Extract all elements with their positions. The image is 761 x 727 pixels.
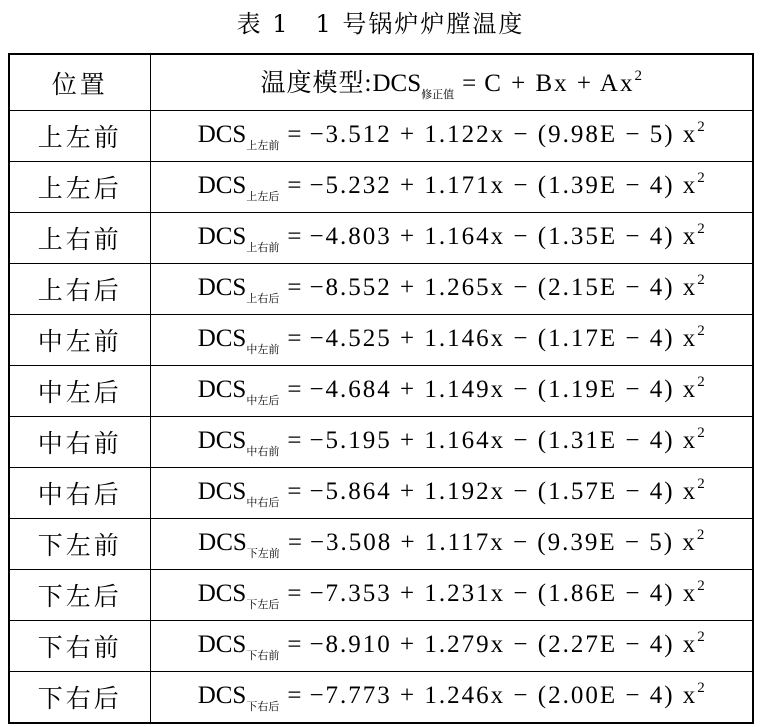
formula-expression: −7.353 + 1.231x − (1.86E − 4) x — [309, 580, 698, 607]
formula-superscript: 2 — [697, 119, 705, 135]
table-row — [9, 264, 753, 315]
row-position: 下右后 — [9, 672, 150, 724]
table-row — [9, 519, 753, 570]
formula-expression: −3.512 + 1.122x − (9.98E − 5) x — [309, 121, 698, 148]
row-position: 上左前 — [9, 111, 150, 162]
formula-lhs: DCS — [197, 376, 247, 403]
header-model-superscript: 2 — [634, 68, 642, 84]
table-row — [9, 468, 753, 519]
row-formula — [150, 570, 753, 621]
formula-equals: = — [287, 427, 302, 454]
formula-equals: = — [287, 580, 302, 607]
table-row — [9, 570, 753, 621]
row-position: 中右前 — [9, 417, 150, 468]
row-formula — [150, 213, 753, 264]
formula-lhs: DCS — [198, 529, 247, 556]
formula-superscript: 2 — [697, 629, 705, 645]
formula-subscript: 中左前 — [246, 343, 280, 356]
formula-expression: −8.910 + 1.279x − (2.27E − 4) x — [309, 631, 698, 658]
row-formula — [150, 621, 753, 672]
row-formula — [150, 417, 753, 468]
header-model-equals: = — [462, 70, 477, 97]
formula-expression: −5.195 + 1.164x − (1.31E − 4) x — [309, 427, 698, 454]
formula-expression: −8.552 + 1.265x − (2.15E − 4) x — [309, 274, 698, 301]
row-position: 上右后 — [9, 264, 150, 315]
table-row — [9, 417, 753, 468]
table-row — [9, 672, 753, 724]
header-position: 位置 — [9, 54, 150, 111]
row-position: 下右前 — [9, 621, 150, 672]
header-model-dcs: DCS — [372, 70, 422, 97]
header-model-label: 温度模型: — [260, 70, 373, 97]
formula-superscript: 2 — [697, 323, 705, 339]
formula-lhs: DCS — [197, 274, 247, 301]
formula-expression: −3.508 + 1.117x − (9.39E − 5) x — [309, 529, 697, 556]
formula-equals: = — [287, 478, 302, 505]
row-formula — [150, 519, 753, 570]
formula-superscript: 2 — [697, 578, 705, 594]
row-position: 中左前 — [9, 315, 150, 366]
formula-subscript: 上左后 — [246, 190, 280, 203]
table-row — [9, 621, 753, 672]
temperature-table — [8, 53, 754, 724]
formula-subscript: 下左前 — [246, 547, 280, 560]
formula-expression: −4.525 + 1.146x − (1.17E − 4) x — [309, 325, 698, 352]
formula-subscript: 上右前 — [246, 241, 280, 254]
formula-expression: −5.864 + 1.192x − (1.57E − 4) x — [309, 478, 698, 505]
formula-subscript: 下右后 — [246, 700, 280, 713]
formula-lhs: DCS — [197, 172, 247, 199]
formula-equals: = — [287, 172, 302, 199]
formula-equals: = — [287, 223, 302, 250]
formula-equals: = — [287, 376, 302, 403]
header-model-subscript: 修正值 — [421, 88, 455, 101]
row-formula — [150, 162, 753, 213]
formula-lhs: DCS — [197, 478, 247, 505]
row-position: 下左后 — [9, 570, 150, 621]
table-row — [9, 213, 753, 264]
row-position: 上左后 — [9, 162, 150, 213]
formula-subscript: 中右后 — [246, 496, 280, 509]
row-position: 中右后 — [9, 468, 150, 519]
header-model — [150, 54, 753, 111]
row-formula — [150, 111, 753, 162]
row-formula — [150, 366, 753, 417]
formula-subscript: 中左后 — [246, 394, 280, 407]
formula-subscript: 中右前 — [246, 445, 280, 458]
formula-equals: = — [287, 631, 302, 658]
formula-superscript: 2 — [697, 374, 705, 390]
formula-lhs: DCS — [197, 223, 247, 250]
formula-lhs: DCS — [197, 325, 247, 352]
formula-equals: = — [287, 274, 302, 301]
table-row — [9, 162, 753, 213]
row-position: 下左前 — [9, 519, 150, 570]
formula-superscript: 2 — [696, 527, 705, 543]
formula-expression: −5.232 + 1.171x − (1.39E − 4) x — [309, 172, 698, 199]
formula-superscript: 2 — [697, 680, 705, 696]
formula-expression: −4.684 + 1.149x − (1.19E − 4) x — [309, 376, 698, 403]
row-position: 中左后 — [9, 366, 150, 417]
formula-superscript: 2 — [697, 425, 705, 441]
formula-superscript: 2 — [697, 170, 705, 186]
table-row — [9, 315, 753, 366]
formula-superscript: 2 — [697, 476, 705, 492]
row-formula — [150, 264, 753, 315]
formula-lhs: DCS — [197, 580, 247, 607]
row-formula — [150, 468, 753, 519]
table-row — [9, 366, 753, 417]
formula-lhs: DCS — [197, 631, 247, 658]
table-caption: 表 1 1 号锅炉炉膛温度 — [236, 10, 525, 38]
row-formula — [150, 315, 753, 366]
formula-expression: −4.803 + 1.164x − (1.35E − 4) x — [309, 223, 698, 250]
formula-equals: = — [287, 325, 302, 352]
row-formula — [150, 672, 753, 724]
row-position: 上右前 — [9, 213, 150, 264]
formula-subscript: 下左后 — [246, 598, 280, 611]
formula-expression: −7.773 + 1.246x − (2.00E − 4) x — [309, 682, 698, 709]
formula-lhs: DCS — [197, 682, 247, 709]
formula-lhs: DCS — [197, 427, 247, 454]
formula-equals: = — [287, 682, 302, 709]
header-model-rhs: C + Bx + Ax — [484, 70, 635, 97]
formula-subscript: 上左前 — [246, 139, 280, 152]
formula-subscript: 上右后 — [246, 292, 280, 305]
formula-subscript: 下右前 — [246, 649, 280, 662]
formula-equals: = — [287, 529, 302, 556]
formula-lhs: DCS — [197, 121, 247, 148]
formula-superscript: 2 — [697, 272, 705, 288]
formula-equals: = — [287, 121, 302, 148]
table-row — [9, 111, 753, 162]
formula-superscript: 2 — [697, 221, 705, 237]
table-header-row — [9, 54, 753, 111]
